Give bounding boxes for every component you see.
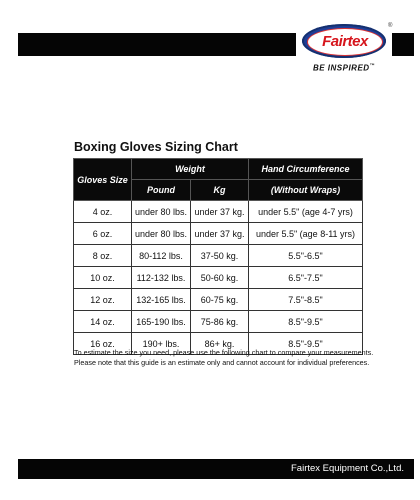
- cell-pound: 190+ lbs.: [132, 333, 191, 355]
- cell-size: 6 oz.: [74, 223, 132, 245]
- cell-kg: under 37 kg.: [191, 223, 249, 245]
- table-row: [74, 223, 363, 245]
- brand-tagline: BE INSPIRED™: [312, 63, 376, 73]
- cell-pound: under 80 lbs.: [132, 223, 191, 245]
- cell-pound: under 80 lbs.: [132, 201, 191, 223]
- cell-hand: 8.5"-9.5": [249, 311, 363, 333]
- table-row: [74, 245, 363, 267]
- table-row: [74, 201, 363, 223]
- cell-pound: 80-112 lbs.: [132, 245, 191, 267]
- cell-hand: 6.5"-7.5": [249, 267, 363, 289]
- footer-company: Fairtex Equipment Co.,Ltd.: [291, 463, 404, 474]
- cell-size: 16 oz.: [74, 333, 132, 355]
- page-title: Boxing Gloves Sizing Chart: [74, 140, 238, 154]
- cell-size: 10 oz.: [74, 267, 132, 289]
- cell-kg: 75-86 kg.: [191, 311, 249, 333]
- cell-kg: under 37 kg.: [191, 201, 249, 223]
- table-row: [74, 311, 363, 333]
- table-row: [74, 267, 363, 289]
- cell-hand: under 5.5" (age 4-7 yrs): [249, 201, 363, 223]
- cell-size: 12 oz.: [74, 289, 132, 311]
- logo-wordmark: Fairtex: [322, 33, 368, 50]
- cell-kg: 50-60 kg.: [191, 267, 249, 289]
- logo-oval-icon: [302, 24, 386, 58]
- footer-banner: [18, 459, 414, 479]
- cell-pound: 165-190 lbs.: [132, 311, 191, 333]
- cell-size: 4 oz.: [74, 201, 132, 223]
- sizing-table: [73, 158, 363, 355]
- cell-kg: 60-75 kg.: [191, 289, 249, 311]
- cell-hand: 5.5"-6.5": [249, 245, 363, 267]
- header-hand-circumference: Hand Circumference: [249, 159, 363, 180]
- sizing-note: To estimate the size you need, please use the following chart to compare your measurements. Please note that this guide is an estimate only and cannot account for individual preferences.: [74, 348, 374, 367]
- header-gloves-size: Gloves Size: [74, 159, 132, 201]
- header-kg: Kg: [191, 180, 249, 201]
- cell-pound: 132-165 lbs.: [132, 289, 191, 311]
- cell-hand: 8.5"-9.5": [249, 333, 363, 355]
- cell-hand: under 5.5" (age 8-11 yrs): [249, 223, 363, 245]
- header-pound: Pound: [132, 180, 191, 201]
- cell-kg: 86+ kg.: [191, 333, 249, 355]
- cell-hand: 7.5"-8.5": [249, 289, 363, 311]
- cell-size: 8 oz.: [74, 245, 132, 267]
- header-row: [74, 159, 363, 180]
- header-without-wraps: (Without Wraps): [249, 180, 363, 201]
- cell-pound: 112-132 lbs.: [132, 267, 191, 289]
- registered-mark: ®: [388, 23, 393, 29]
- cell-kg: 37-50 kg.: [191, 245, 249, 267]
- cell-size: 14 oz.: [74, 311, 132, 333]
- header-weight: Weight: [132, 159, 249, 180]
- table-row: [74, 289, 363, 311]
